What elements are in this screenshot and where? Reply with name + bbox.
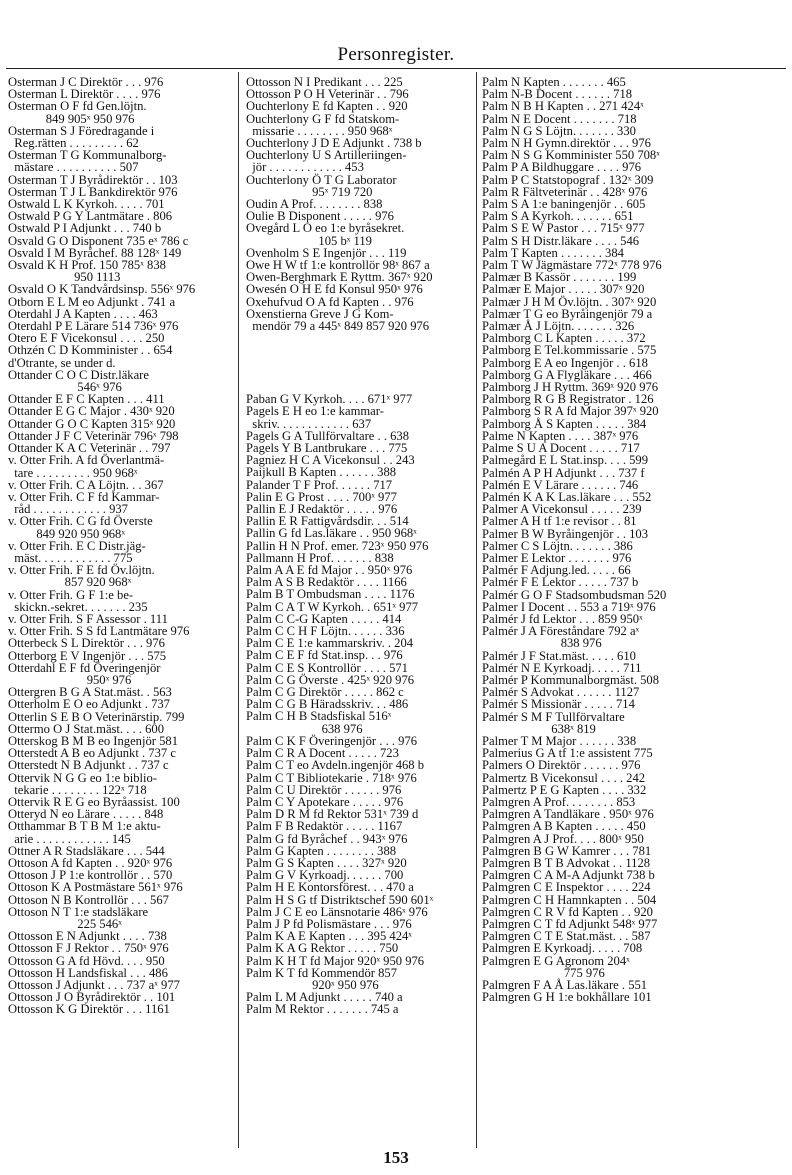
register-entry: Palm C G B Häradsskriv. . . 486	[246, 697, 409, 712]
register-entry: Palmær Å J Löjtn. . . . . . . 326	[482, 319, 635, 334]
register-entry: Ottoson A fd Kapten . . 920ˣ 976	[8, 856, 173, 870]
register-entry: Palm S E W Pastor . . . 715ˣ 977	[482, 221, 645, 236]
register-entry: Palm C H B Stadsfiskal 516ˣ	[246, 709, 392, 724]
page-title: Personregister.	[337, 44, 455, 65]
register-entry	[246, 357, 474, 369]
register-entry: 225 546ˣ	[8, 917, 122, 932]
register-entry: 849 905ˣ 950 976	[8, 111, 135, 126]
register-entry: Palm J P fd Polismästare . . . 976	[246, 916, 412, 931]
register-entry: Palmertz B Vicekonsul . . . . 242	[482, 770, 646, 785]
register-entry: Oulie B Disponent . . . . . 976	[246, 209, 394, 224]
register-entry: Palm G fd Byråchef . . 943ˣ 976	[246, 831, 408, 846]
register-entry: Palm H E Kontorsförest. . . 470 a	[246, 880, 414, 895]
register-entry: Palm C A T W Kyrkoh. . 651ˣ 977	[246, 599, 419, 614]
register-entry: Otero E F Vicekonsul . . . . 250	[8, 331, 165, 346]
register-entry: Palmgren A Prof. . . . . . . . 853	[482, 794, 636, 809]
register-entry: Palmer A Vicekonsul . . . . . 239	[482, 502, 642, 517]
register-entry: Osterman L Direktör . . . . 976	[8, 87, 161, 102]
register-entry: Osterman J C Direktör . . . 976	[8, 75, 164, 89]
register-entry: Palm A S B Redaktör . . . . 1166	[246, 575, 407, 590]
register-entry: Otterholm E O eo Adjunkt . 737	[8, 697, 170, 712]
register-entry: 638 976	[246, 721, 363, 736]
register-entry: Ottosson K G Direktör . . . 1161	[8, 1002, 170, 1017]
register-entry	[246, 344, 474, 356]
register-entry: Palmgren A J Prof. . . . 800ˣ 950	[482, 831, 644, 846]
register-entry: 950ˣ 976	[8, 672, 132, 687]
register-entry: Palmér F Adjung.led. . . . . 66	[482, 563, 631, 578]
register-entry: Palmer E Lektor . . . . . . . 976	[482, 550, 632, 565]
register-entry: Palm C T eo Avdeln.ingenjör 468 b	[246, 758, 425, 773]
register-entry: Otterstedt A B eo Adjunkt . 737 c	[8, 746, 176, 761]
register-entry: Palm C E F fd Stat.insp. . . 976	[246, 648, 403, 663]
register-entry: Ostwald L K Kyrkoh. . . . . 701	[8, 197, 165, 212]
register-entry: Palm N H Gymn.direktör . . . 976	[482, 136, 651, 151]
register-entry: Palm G V Kyrkoadj. . . . . . 700	[246, 868, 404, 883]
register-entry: Ottosson P O H Veterinär . . 796	[246, 87, 409, 102]
register-entry: Ottosson H Landsfiskal . . . 486	[8, 965, 168, 980]
register-entry: missarie . . . . . . . . 950 968ˣ	[246, 123, 393, 138]
register-entry: Ottervik R E G eo Byråassist. 100	[8, 794, 180, 809]
register-entry: v. Otter Frih. A fd Överlantmä-	[8, 453, 165, 468]
register-entry: Palm K A E Kapten . . . 395 424ˣ	[246, 929, 412, 944]
register-entry: Palmér J fd Lektor . . . 859 950ˣ	[482, 611, 643, 626]
register-entry: Ottermo O J Stat.mäst. . . . 600	[8, 721, 165, 736]
register-entry: Palmgren C H Hamnkapten . . 504	[482, 892, 657, 907]
register-entry: Palm K H T fd Major 920ˣ 950 976	[246, 953, 425, 968]
register-entry: Ottosson N I Predikant . . . 225	[246, 75, 403, 89]
register-entry: v. Otter Frih. G F 1:e be-	[8, 587, 134, 602]
register-entry: Ottoson N B Kontrollör . . . 567	[8, 892, 169, 907]
register-entry: Palmborg J H Ryttm. 369ˣ 920 976	[482, 380, 659, 395]
register-entry: Paijkull B Kapten . . . . . . 388	[246, 465, 397, 480]
register-entry: Pagels Y B Lantbrukare . . . 775	[246, 441, 408, 456]
register-entry: Palm N Kapten . . . . . . . 465	[482, 75, 626, 89]
register-entry: Palmær E Major . . . . . 307ˣ 920	[482, 282, 645, 297]
register-entry: Otterdahl E F fd Överingenjör	[8, 660, 161, 675]
register-entry: Ouchterlony Ö T G Laborator	[246, 172, 397, 187]
register-entry: Palmerius G A tf 1:e assistent 775	[482, 746, 653, 761]
register-entry: v. Otter Frih. C F fd Kammar-	[8, 489, 160, 504]
register-entry: Othzén C D Komminister . . 654	[8, 343, 173, 358]
register-entry: Palm C T Bibliotekarie . 718ˣ 976	[246, 770, 417, 785]
register-entry: Palm N S G Komminister 550 708ˣ	[482, 148, 660, 163]
register-entry: Palmær T G eo Byråingenjör 79 a	[482, 306, 653, 321]
register-entry: Ottner A R Stadsläkare . . . 544	[8, 843, 165, 858]
register-entry: Osvald K H Prof. 150 785ˣ 838	[8, 258, 166, 273]
register-entry: tare . . . . . . . . . 950 968ˣ	[8, 465, 138, 480]
register-entry: Pallin H N Prof. emer. 723ˣ 950 976	[246, 538, 429, 553]
register-entry: 775 976	[482, 965, 605, 980]
register-entry: Palmér S Missionär . . . . . 714	[482, 697, 635, 712]
register-entry: Palmborg C L Kapten . . . . . 372	[482, 331, 646, 346]
register-entry: Palm S A Kyrkoh. . . . . . . 651	[482, 209, 634, 224]
register-entry: Palmegård E L Stat.insp. . . . 599	[482, 453, 649, 468]
register-entry: tekarie . . . . . . . . 122ˣ 718	[8, 782, 147, 797]
register-entry: Palmer C S Löjtn. . . . . . . 386	[482, 538, 633, 553]
register-entry: v. Otter Frih. S S fd Lantmätare 976	[8, 624, 190, 639]
register-entry: Palmertz P E G Kapten . . . . 332	[482, 782, 647, 797]
register-entry: Palm C U Direktör . . . . . . 976	[246, 782, 402, 797]
register-entry: Palm G S Kapten . . . . 327ˣ 920	[246, 855, 407, 870]
register-entry: Palm C E 1:e kammarskriv. . 204	[246, 636, 414, 651]
register-entry: Oterdahl P E Lärare 514 736ˣ 976	[8, 319, 179, 334]
register-entry: Palm D R M fd Rektor 531ˣ 739 d	[246, 807, 419, 822]
register-entry: Palm N-B Docent . . . . . . 718	[482, 87, 633, 102]
register-entry: Otterlin S E B O Veterinärstip. 799	[8, 709, 185, 724]
register-entry: Otterbeck S L Direktör . . . 976	[8, 636, 165, 651]
register-entry: Palm L M Adjunkt . . . . . 740 a	[246, 990, 403, 1005]
register-entry: mendör 79 a 445ˣ 849 857 920 976	[246, 319, 430, 334]
register-entry: Palme S U A Docent . . . . . 717	[482, 441, 640, 456]
register-entry: Palmgren A B Kapten . . . . . 450	[482, 819, 646, 834]
register-entry: Palin E G Prost . . . . 700ˣ 977	[246, 489, 397, 504]
register-entry: Palmer T M Major . . . . . . 338	[482, 733, 637, 748]
register-entry: Palmborg E Tel.kommissarie . 575	[482, 343, 657, 358]
register-entry: Palm A A E fd Major . . 950ˣ 976	[246, 563, 413, 578]
register-entry: Palm S H Distr.läkare . . . . 546	[482, 233, 640, 248]
register-entry	[246, 332, 474, 344]
register-entry: Palm N E Docent . . . . . . . 718	[482, 111, 637, 126]
register-entry: 849 920 950 968ˣ	[8, 526, 125, 541]
register-entry: 95ˣ 719 720	[246, 184, 373, 199]
register-entry: v. Otter Frih. S F Assessor . 111	[8, 611, 168, 626]
register-entry: skriv. . . . . . . . . . . . 637	[246, 416, 372, 431]
register-entry: Palmær J H M Öv.löjtn. . 307ˣ 920	[482, 294, 657, 309]
register-entry: Otthammar B T B M 1:e aktu-	[8, 819, 161, 834]
register-entry: Owe H W tf 1:e kontrollör 98ˣ 867 a	[246, 258, 430, 273]
register-entry: Palmer A H tf 1:e revisor . . 81	[482, 514, 637, 529]
register-entry: Palmér J A Föreståndare 792 aˣ	[482, 624, 640, 639]
register-entry: Palmgren F A Å Las.läkare . 551	[482, 978, 648, 993]
register-entry: Oterdahl J A Kapten . . . . 463	[8, 306, 158, 321]
register-entry: Palmgren B T B Advokat . . 1128	[482, 856, 651, 870]
register-entry: skickn.-sekret. . . . . . . 235	[8, 599, 148, 614]
register-entry: Ouchterlony G F fd Statskom-	[246, 111, 400, 126]
register-entry: v. Otter Frih. E C Distr.jäg-	[8, 538, 146, 553]
register-entry: Pagels E H eo 1:e kammar-	[246, 404, 384, 419]
register-entry: mäst. . . . . . . . . . . . 775	[8, 550, 133, 565]
register-entry: Ovenholm S E Ingenjör . . . 119	[246, 245, 407, 260]
register-entry: Osvald I M Byråchef. 88 128ˣ 149	[8, 245, 182, 260]
register-entry: Oxenstierna Greve J G Kom-	[246, 306, 394, 321]
register-entry: Palm C E S Kontrollör . . . . 571	[246, 660, 408, 675]
register-entry: Osterman T J Byrådirektör . . 103	[8, 172, 178, 187]
register-entry: Ottander E G C Major . 430ˣ 920	[8, 404, 175, 419]
register-entry: Palmborg Å S Kapten . . . . . 384	[482, 416, 647, 431]
register-entry: Palm C R A Docent . . . . . 723	[246, 746, 399, 761]
register-entry: Palm P A Bildhuggare . . . . 976	[482, 160, 642, 175]
register-entry: 838 976	[482, 636, 602, 651]
register-entry: Ostwald P I Adjunkt . . . 740 b	[8, 221, 162, 236]
register-entry: 105 bˣ 119	[246, 233, 372, 248]
register-entry: Oudin A Prof. . . . . . . . 838	[246, 197, 383, 212]
register-entry: Palmgren C R V fd Kapten . . 920	[482, 904, 653, 919]
register-entry: Ouchterlony U S Artilleriingen-	[246, 148, 407, 163]
register-entry: Ottosson G A fd Hövd. . . . 950	[8, 953, 165, 968]
register-entry: Palm N G S Löjtn. . . . . . . 330	[482, 123, 636, 138]
register-entry: Palm J C E eo Länsnotarie 486ˣ 976	[246, 904, 428, 919]
register-entry: Osterman O F fd Gen.löjtn.	[8, 99, 147, 114]
register-entry: Palmer I Docent . . 553 a 719ˣ 976	[482, 599, 656, 614]
register-entry: Palm C C-G Kapten . . . . . 414	[246, 611, 402, 626]
register-entry: Ottander E F C Kapten . . . 411	[8, 392, 165, 407]
register-entry: Ouchterlony E fd Kapten . . 920	[246, 99, 408, 114]
register-entry: Palme N Kapten . . . . 387ˣ 976	[482, 428, 639, 443]
register-entry: Palmér S M F Tullförvaltare	[482, 709, 625, 724]
register-entry: Otborn E L M eo Adjunkt . 741 a	[8, 294, 176, 309]
register-entry: Otterstedt N B Adjunkt . . 737 c	[8, 758, 169, 773]
register-entry: Paban G V Kyrkoh. . . . 671ˣ 977	[246, 392, 413, 407]
register-entry: Pallmann H Prof. . . . . . . 838	[246, 550, 394, 565]
register-entry: Palm T Kapten . . . . . . . 384	[482, 245, 624, 260]
column-divider	[238, 72, 239, 1148]
register-entry: Pallin E R Fattigvårdsdir. . . 514	[246, 514, 409, 529]
page-number: 153	[383, 1148, 409, 1167]
register-entry: Osterman T G Kommunalborg-	[8, 148, 167, 163]
register-entry: 950 1113	[8, 270, 121, 285]
register-entry: 920ˣ 950 976	[246, 977, 379, 992]
register-entry: Oxehufvud O A fd Kapten . . 976	[246, 294, 414, 309]
register-entry: Palm H S G tf Distriktschef 590 601ˣ	[246, 892, 434, 907]
register-entry: Palm M Rektor . . . . . . . 745 a	[246, 1002, 399, 1017]
register-entry	[246, 369, 474, 381]
register-entry: Palmgren C E Inspektor . . . . 224	[482, 880, 651, 895]
register-entry: Palmén E V Lärare . . . . . . 746	[482, 477, 639, 492]
register-entry: 638ˣ 819	[482, 721, 596, 736]
register-entry: v. Otter Frih. F E fd Öv.löjtn.	[8, 563, 155, 578]
register-entry: Ottervik N G G eo 1:e biblio-	[8, 770, 157, 785]
register-entry: Osvald G O Disponent 735 eˣ 786 c	[8, 233, 189, 248]
register-entry: Ottosson J O Byrådirektör . . 101	[8, 990, 176, 1005]
register-entry: Osterman T J L Bankdirektör 976	[8, 184, 178, 199]
register-entry: Osvald O K Tandvårdsinsp. 556ˣ 976	[8, 282, 196, 297]
register-entry: Palmgren G H 1:e bokhållare 101	[482, 990, 652, 1005]
register-entry: Ottosson E N Adjunkt . . . . 738	[8, 929, 167, 944]
register-entry: Ottander G O C Kapten 315ˣ 920	[8, 416, 176, 431]
register-entry: Palm K T fd Kommendör 857	[246, 965, 398, 980]
register-entry: arie . . . . . . . . . . . . 145	[8, 831, 131, 846]
register-entry: mästare . . . . . . . . . . 507	[8, 160, 139, 175]
register-entry: Pagels G A Tullförvaltare . . 638	[246, 428, 410, 443]
register-entry: Palmgren E G Agronom 204ˣ	[482, 953, 630, 968]
register-entry: Palmborg R G B Registrator . 126	[482, 392, 654, 407]
register-entry: Reg.rätten . . . . . . . . . 62	[8, 136, 139, 151]
register-entry: Pagniez H C A Vicekonsul . . 243	[246, 453, 415, 468]
register-entry: Palm G Kapten . . . . . . . . 388	[246, 843, 397, 858]
register-entry: Ostwald P G Y Lantmätare . 806	[8, 209, 173, 224]
register-entry: Ottander K A C Veterinär . . 797	[8, 441, 171, 456]
register-entry: Palmer B W Byråingenjör . . 103	[482, 526, 649, 541]
register-entry: v. Otter Frih. C G fd Överste	[8, 514, 153, 529]
register-entry: Palmgren C T E Stat.mäst. . . 587	[482, 929, 651, 944]
register-entry: Palm N B H Kapten . . 271 424ˣ	[482, 99, 644, 114]
register-entry: jör . . . . . . . . . . . . 453	[246, 160, 364, 175]
register-entry: Owesén O H E fd Konsul 950ˣ 976	[246, 282, 423, 297]
register-entry: d'Otrante, se under d.	[8, 355, 116, 370]
register-entry: Palmér J F Stat.mäst. . . . . 610	[482, 648, 636, 663]
register-column-1	[8, 76, 234, 1016]
register-entry: Ottander C O C Distr.läkare	[8, 367, 149, 382]
register-entry: Palmér S Advokat . . . . . . 1127	[482, 685, 640, 700]
register-entry: Palm F B Redaktör . . . . . 1167	[246, 819, 403, 834]
register-entry: Palm C C H F Löjtn. . . . . . 336	[246, 624, 405, 639]
register-entry: 857 920 968ˣ	[8, 575, 132, 590]
header-rule	[6, 68, 786, 69]
register-entry: Ottosson J Adjunkt . . . 737 aˣ 977	[8, 978, 180, 993]
register-entry: Palm R Fältveterinär . . 428ˣ 976	[482, 184, 648, 199]
register-entry: v. Otter Frih. C A Löjtn. . . 367	[8, 477, 164, 492]
register-entry: Ottander J F C Veterinär 796ˣ 798	[8, 428, 179, 443]
register-entry: Palander T F Prof. . . . . . 717	[246, 477, 393, 492]
register-entry: Palmér P Kommunalborgmäst. 508	[482, 672, 660, 687]
register-entry: råd . . . . . . . . . . . . 937	[8, 502, 128, 517]
register-entry: Otterborg E V Ingenjör . . . 575	[8, 648, 167, 663]
register-entry: Otterskog B M B eo Ingenjör 581	[8, 733, 178, 748]
register-entry: Owen-Berghmark E Ryttm. 367ˣ 920	[246, 270, 433, 285]
register-entry: Ottosson F J Rektor . . 750ˣ 976	[8, 941, 169, 956]
register-entry: Ottoson K A Postmästare 561ˣ 976	[8, 880, 183, 895]
register-entry: Palm C G Överste . 425ˣ 920 976	[246, 672, 415, 687]
register-entry: Palmers O Direktör . . . . . . 976	[482, 758, 641, 773]
register-entry: Osterman S J Föredragande i	[8, 123, 155, 138]
register-entry: Palm C K F Överingenjör . . . 976	[246, 733, 418, 748]
register-entry: Palm K A G Rektor . . . . . 750	[246, 941, 399, 956]
register-entry: Palmborg G A Flygläkare . . . 466	[482, 367, 652, 382]
register-entry: Palmér N E Kyrkoadj. . . . . 711	[482, 660, 642, 675]
register-entry: Ottergren B G A Stat.mäst. . 563	[8, 685, 172, 700]
register-entry: Palmgren C A M-A Adjunkt 738 b	[482, 868, 655, 883]
register-entry: Palmgren A Tandläkare . 950ˣ 976	[482, 807, 654, 822]
register-entry: Palmén A P H Adjunkt . . . 737 f	[482, 465, 645, 480]
register-entry: Palmér F E Lektor . . . . . 737 b	[482, 575, 639, 590]
register-entry: Ouchterlony J D E Adjunkt . 738 b	[246, 136, 422, 151]
register-entry: Palm S A 1:e baningenjör . . 605	[482, 197, 646, 212]
register-entry: Pallin E J Redaktör . . . . . 976	[246, 502, 398, 517]
register-entry: Palmén K A K Las.läkare . . . 552	[482, 489, 652, 504]
register-entry: Palm C G Direktör . . . . . 862 c	[246, 685, 404, 700]
register-entry: 546ˣ 976	[8, 380, 122, 395]
register-entry: Ovegård L O eo 1:e byråsekret.	[246, 221, 405, 236]
register-entry: Palmgren E Kyrkoadj. . . . . 708	[482, 941, 643, 956]
register-entry: Palmgren B G W Kamrer . . . 781	[482, 843, 652, 858]
register-entry: Palmgren C T fd Adjunkt 548ˣ 977	[482, 917, 658, 932]
register-entry: Pallin G fd Las.läkare . . 950 968ˣ	[246, 526, 417, 541]
register-entry: Palmér G O F Stadsombudsman 520	[482, 587, 667, 602]
register-column-2	[246, 76, 474, 1016]
register-entry: Palm P C Statstopograf . 132ˣ 309	[482, 172, 654, 187]
register-entry: Palmær B Kassör . . . . . . . 199	[482, 270, 637, 285]
register-entry: Palmborg S R A fd Major 397ˣ 920	[482, 404, 659, 419]
register-entry: Ottoson J P 1:e kontrollör . . 570	[8, 868, 173, 883]
register-column-3	[482, 76, 712, 1003]
column-divider	[476, 72, 477, 1148]
register-entry: Palm T W Jägmästare 772ˣ 778 976	[482, 258, 662, 273]
register-entry: Palm B T Ombudsman . . . . 1176	[246, 587, 415, 602]
register-entry: Ottoson N T 1:e stadsläkare	[8, 904, 149, 919]
register-entry: Palm C Y Apotekare . . . . . 976	[246, 794, 404, 809]
register-entry: Palmborg E A eo Ingenjör . . 618	[482, 355, 648, 370]
register-entry: Otteryd N eo Lärare . . . . . 848	[8, 807, 164, 822]
